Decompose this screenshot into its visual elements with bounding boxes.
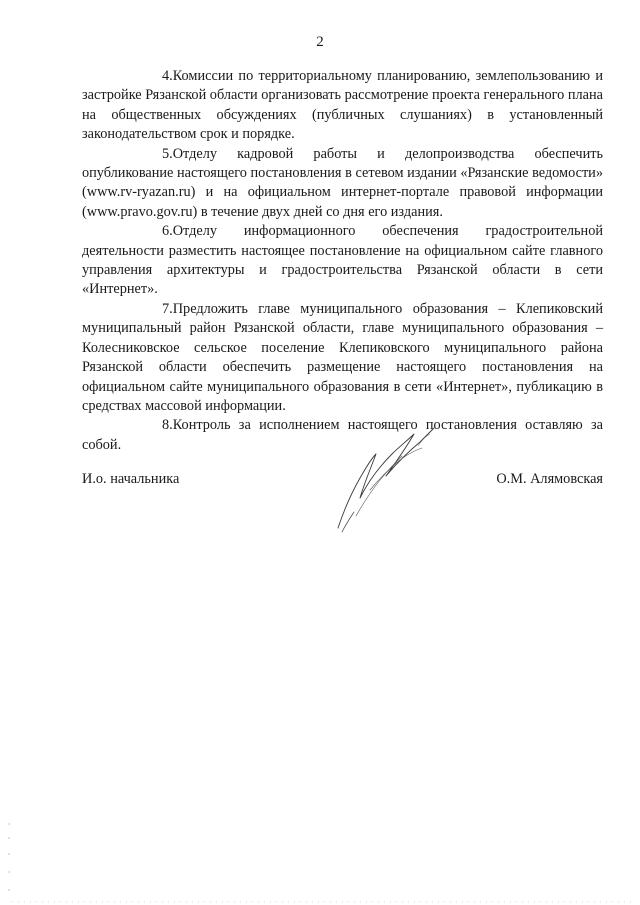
signer-title: И.о. начальника <box>82 471 180 487</box>
paragraph-text: Отделу кадровой работы и делопроизводства обеспечить опубликование настоящего постановления в сетевом издании «Рязанские ведомости» (www.rv-ryazan.ru) и на официальном интернет-портале правовой информации (www.pravo.gov.ru) в течение двух дней со дня его издания. <box>82 145 603 220</box>
paragraph-text: Отделу информационного обеспечения градостроительной деятельности разместить настоящее постановление на официальном сайте главного управления архитектуры и градостроительства Рязанской области в сети «Интернет». <box>82 223 603 298</box>
paragraph-6 <box>82 222 603 300</box>
paragraph-number: 6. <box>162 223 173 240</box>
paragraph-text: Контроль за исполнением настоящего постановления оставляю за собой. <box>82 417 603 453</box>
signer-name: О.М. Алямовская <box>496 471 603 487</box>
paragraph-number: 4. <box>162 68 173 84</box>
paragraph-text: Комиссии по территориальному планированию, землепользованию и застройке Рязанской области организовать рассмотрение проекта генерального плана на общественных обсуждениях (публичных слушаниях) в установленный законодательством срок и порядке. <box>82 68 603 143</box>
page-number: 2 <box>316 34 324 50</box>
paragraph-number: 8. <box>162 417 173 434</box>
scan-margin-dots <box>7 820 11 900</box>
paragraph-4 <box>82 67 603 145</box>
paragraph-number: 7. <box>162 300 173 317</box>
paragraph-7 <box>82 300 603 416</box>
paragraph-number: 5. <box>162 145 173 162</box>
document-body <box>82 67 603 455</box>
handwritten-signature <box>330 420 440 535</box>
scan-bottom-dots <box>12 900 632 904</box>
paragraph-text: Предложить главе муниципального образования – Клепиковский муниципальный район Рязанской области, главе муниципального образования – Колесниковское сельское поселение Клепиковского муниципального района Рязанской области обеспечить размещение настоящего постановления на официальном сайте муниципального образования в сети «Интернет», публикацию в средствах массовой информации. <box>82 300 603 414</box>
paragraph-5 <box>82 145 603 223</box>
